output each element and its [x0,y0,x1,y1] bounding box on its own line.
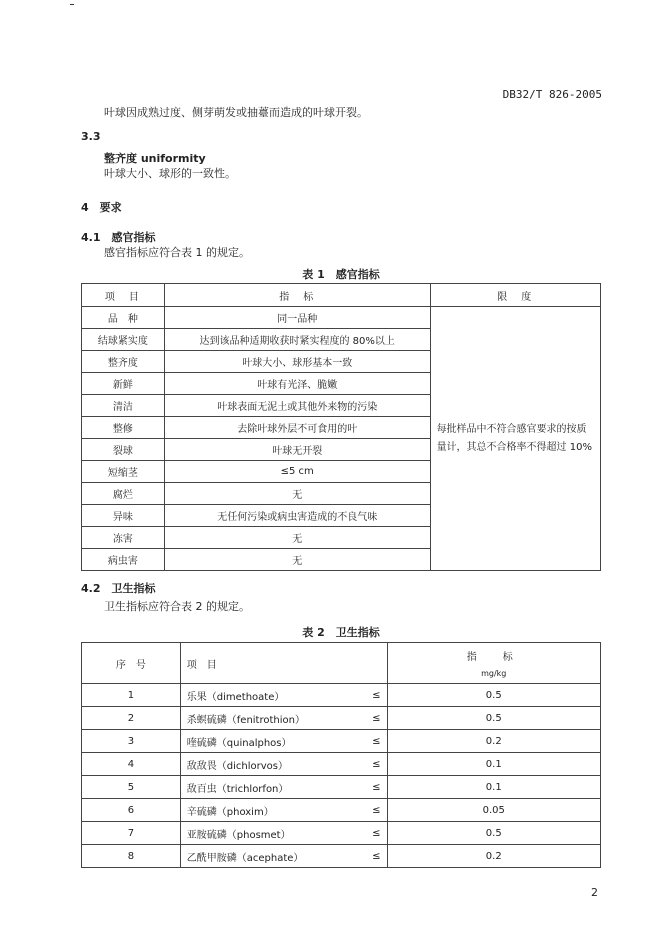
table-1-caption: 表 1 感官指标 [302,268,380,281]
table-row [82,307,601,329]
table-cell-item: 整齐度 [82,351,165,373]
table-1-header-row [82,284,601,307]
table-cell-no: 1 [82,684,181,707]
table-row [82,684,601,707]
table-cell-no: 7 [82,822,181,845]
table-cell-operator: ≤ [360,753,387,776]
table-cell-item: 结球紧实度 [82,329,165,351]
table-cell-item: 腐烂 [82,483,165,505]
table-cell-index: ≤5 cm [164,461,430,483]
page-number: 2 [591,886,598,899]
table-2-header-index [387,643,600,684]
table-2-header-index-label: 指 标 [466,652,521,663]
table-2-header-item: 项 目 [180,643,387,684]
table-cell-operator: ≤ [360,684,387,707]
section-4-heading: 4 要求 [81,201,122,214]
table-cell-item: 乙酰甲胺磷（acephate） [180,845,360,868]
table-cell-item: 病虫害 [82,549,165,571]
table-cell-value: 0.05 [387,799,600,822]
table-cell-no: 5 [82,776,181,799]
table-cell-item: 喹硫磷（quinalphos） [180,730,360,753]
table-cell-item: 整修 [82,417,165,439]
table-row [82,799,601,822]
table-cell-item: 短缩茎 [82,461,165,483]
table-row [82,845,601,868]
table-cell-item: 新鲜 [82,373,165,395]
table-cell-value: 0.5 [387,822,600,845]
table-row [82,776,601,799]
section-4-1-heading: 4.1 感官指标 [81,231,156,244]
table-cell-item: 品 种 [82,307,165,329]
table-cell-index: 叶球表面无泥土或其他外来物的污染 [164,395,430,417]
table-cell-operator: ≤ [360,776,387,799]
table-1-header-item: 项 目 [82,284,165,307]
table-2-caption: 表 2 卫生指标 [302,626,380,639]
table-cell-no: 6 [82,799,181,822]
table-1-sensory [81,283,601,571]
table-1-header-limit: 限 度 [430,284,600,307]
section-3-3-term: 整齐度 uniformity [104,152,206,165]
table-cell-value: 0.2 [387,730,600,753]
section-4-2-text: 卫生指标应符合表 2 的规定。 [104,600,250,613]
table-2-hygiene [81,642,601,868]
table-cell-value: 0.2 [387,845,600,868]
table-row [82,822,601,845]
table-cell-operator: ≤ [360,730,387,753]
table-cell-index: 无任何污染或病虫害造成的不良气味 [164,505,430,527]
table-cell-item: 裂球 [82,439,165,461]
table-cell-index: 无 [164,549,430,571]
table-cell-index: 叶球有光泽、脆嫩 [164,373,430,395]
section-3-3-definition: 叶球大小、球形的一致性。 [104,167,236,180]
table-cell-operator: ≤ [360,845,387,868]
section-4-2-heading: 4.2 卫生指标 [81,582,156,595]
table-row [82,753,601,776]
table-2-header-no: 序 号 [82,643,181,684]
section-3-3-number: 3.3 [81,130,101,143]
table-cell-index: 无 [164,527,430,549]
table-cell-no: 3 [82,730,181,753]
table-cell-no: 4 [82,753,181,776]
table-cell-item: 亚胺硫磷（phosmet） [180,822,360,845]
table-2-header-row [82,643,601,684]
definition-crack-text: 叶球因成熟过度、侧芽萌发或抽薹而造成的叶球开裂。 [104,106,368,119]
table-cell-item: 辛硫磷（phoxim） [180,799,360,822]
table-cell-item: 冻害 [82,527,165,549]
table-cell-value: 0.1 [387,776,600,799]
table-1-header-index: 指 标 [164,284,430,307]
table-1-limit-cell: 每批样品中不符合感官要求的按质量计，其总不合格率不得超过 10% [430,307,600,571]
table-cell-value: 0.5 [387,684,600,707]
table-cell-index: 无 [164,483,430,505]
table-cell-operator: ≤ [360,707,387,730]
corner-mark [70,4,74,5]
table-cell-no: 2 [82,707,181,730]
document-id: DB32/T 826-2005 [502,88,602,101]
table-cell-index: 达到该品种适期收获时紧实程度的 80%以上 [164,329,430,351]
table-cell-index: 叶球无开裂 [164,439,430,461]
section-4-1-text: 感官指标应符合表 1 的规定。 [104,246,250,259]
table-cell-index: 叶球大小、球形基本一致 [164,351,430,373]
table-row [82,730,601,753]
table-cell-operator: ≤ [360,799,387,822]
table-cell-item: 敌敌畏（dichlorvos） [180,753,360,776]
table-row [82,707,601,730]
table-cell-value: 0.5 [387,707,600,730]
table-cell-no: 8 [82,845,181,868]
table-cell-operator: ≤ [360,822,387,845]
table-cell-item: 乐果（dimethoate） [180,684,360,707]
table-cell-index: 同一品种 [164,307,430,329]
table-cell-item: 清洁 [82,395,165,417]
table-2-header-unit: mg/kg [481,669,507,678]
table-cell-item: 异味 [82,505,165,527]
table-cell-value: 0.1 [387,753,600,776]
table-cell-item: 杀螟硫磷（fenitrothion） [180,707,360,730]
table-cell-index: 去除叶球外层不可食用的叶 [164,417,430,439]
table-cell-item: 敌百虫（trichlorfon） [180,776,360,799]
